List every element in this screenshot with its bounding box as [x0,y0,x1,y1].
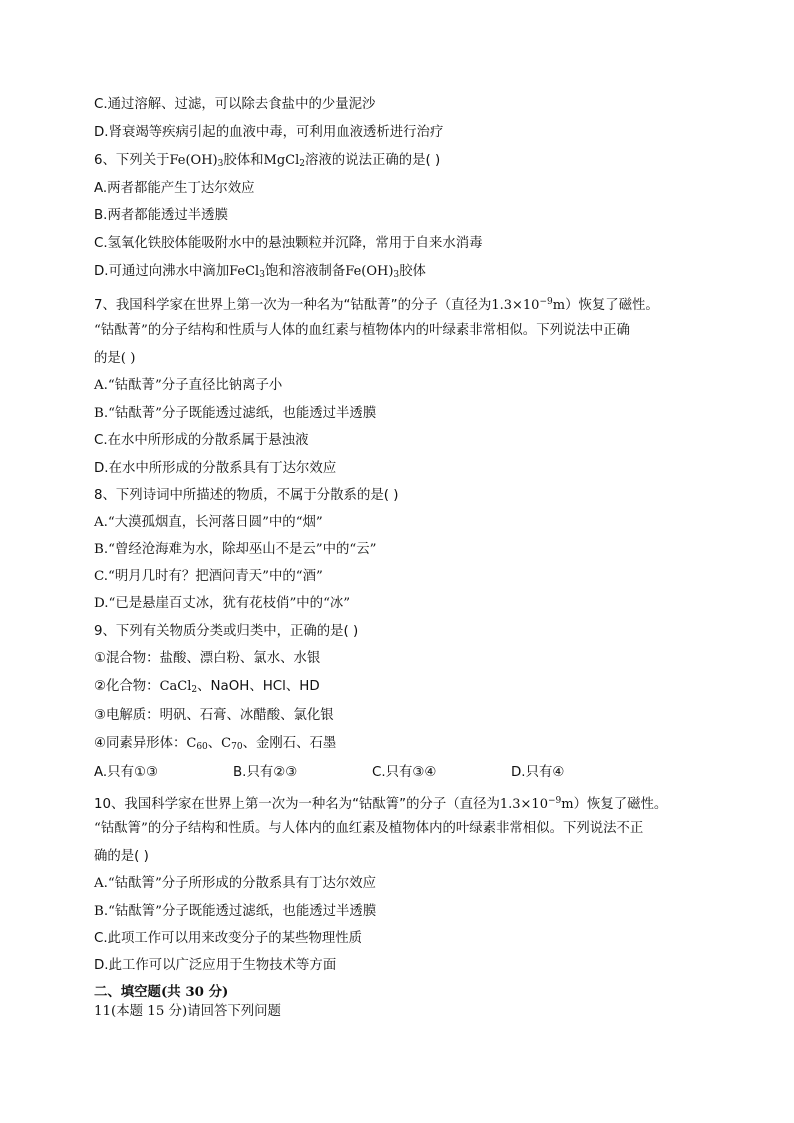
question-8-stem: 8、下列诗词中所描述的物质，不属于分散系的是( ) [94,488,399,503]
q7-option-d: D.在水中所形成的分散系具有丁达尔效应 [94,461,337,476]
q9-item-4: ④同素异形体：$C_{60}$、$C_{70}$、金刚石、石墨 [94,736,337,752]
formula-c60: $C_{60}$ [186,736,208,752]
q6-text-3: 溶液的说法正确的是( ) [305,153,441,168]
q8-option-b: B.“曾经沧海难为水，除却巫山不是云”中的“云” [94,542,377,557]
q9-option-a: A.只有①③ [94,765,158,780]
q6-option-b: B.两者都能透过半透膜 [94,208,228,223]
q9-item-1: ①混合物：盐酸、漂白粉、氯水、水银 [94,651,321,666]
formula-fecl3: FeCl$_3$ [229,264,265,280]
q5-option-c: C.通过溶解、过滤，可以除去食盐中的少量泥沙 [94,97,376,112]
question-7-stem-line1: 7、我国科学家在世界上第一次为一种名为“钴酞菁”的分子（直径为$1.3\times 10^{-9}m$）恢复了磁性。 [94,297,659,313]
q7-option-c: C.在水中所形成的分散系属于悬浊液 [94,433,309,448]
question-10-stem-line1: 10、我国科学家在世界上第一次为一种名为“钴酞箐”的分子（直径为$1.3\times 10^{-9}m$）恢复了磁性。 [94,796,668,812]
question-10-stem-line2: “钴酞箐”的分子结构和性质。与人体内的血红素及植物体内的叶绿素非常相似。下列说法不正 [94,821,644,836]
q6-option-c: C.氢氧化铁胶体能吸附水中的悬浊颗粒并沉降，常用于自来水消毒 [94,236,483,251]
formula-fe-oh-3: $Fe(OH)_3$ [169,153,224,169]
formula-cacl2: CaCl$_2$ [159,679,198,695]
q9-option-d: D.只有④ [511,765,565,780]
diameter-value: $1.3\times 10^{-9}m$ [499,796,574,812]
question-6-stem [94,152,440,173]
q9-option-c: C.只有③④ [372,765,437,780]
question-11-stem: 11(本题 15 分)请回答下列问题 [94,1004,281,1019]
q8-option-d: D.“已是悬崖百丈冰，犹有花枝俏”中的“冰” [94,596,351,611]
q7-option-b: B.“钴酞菁”分子既能透过滤纸，也能透过半透膜 [94,406,377,421]
q10-option-c: C.此项工作可以用来改变分子的某些物理性质 [94,931,363,946]
section-2-heading: 二、填空题(共 30 分) [94,984,229,1000]
formula-fe-oh-3: $Fe(OH)_3$ [345,264,400,280]
q6-text-2: 胶体和 [223,153,264,168]
q6-text-1: 6、下列关于 [94,153,170,168]
q10-option-d: D.此工作可以广泛应用于生物技术等方面 [94,958,337,973]
q9-item-3: ③电解质：明矾、石膏、冰醋酸、氯化银 [94,708,334,723]
diameter-value: $1.3\times 10^{-9}m$ [491,297,566,313]
q9-item-2: ②化合物：CaCl$_2$、NaOH、HCl、HD [94,679,320,695]
q9-option-b: B.只有②③ [233,765,298,780]
question-10-stem-line3: 确的是( ) [94,849,149,864]
q10-option-b: B.“钴酞箐”分子既能透过滤纸，也能透过半透膜 [94,904,377,919]
q8-option-c: C.“明月几时有？把酒问青天”中的“酒” [94,569,323,584]
q6-option-a: A.两者都能产生丁达尔效应 [94,181,255,196]
q8-option-a: A.“大漠孤烟直，长河落日圆”中的“烟” [94,515,323,530]
q5-option-d: D.肾衰竭等疾病引起的血液中毒，可利用血液透析进行治疗 [94,125,444,140]
q10-option-a: A.“钴酞箐”分子所形成的分散系具有丁达尔效应 [94,876,377,891]
formula-c70: $C_{70}$ [221,736,243,752]
q6-option-d: D.可通过向沸水中滴加FeCl$_3$饱和溶液制备$Fe(OH)_3$胶体 [94,264,426,280]
formula-mgcl2: MgCl$_2$ [263,153,306,169]
q7-option-a: A.“钴酞菁”分子直径比钠离子小 [94,378,283,393]
question-7-stem-line3: 的是( ) [94,351,136,366]
question-7-stem-line2: “钴酞菁”的分子结构和性质与人体的血红素与植物体内的叶绿素非常相似。下列说法中正确 [94,323,630,338]
question-9-stem: 9、下列有关物质分类或归类中，正确的是( ) [94,624,359,639]
